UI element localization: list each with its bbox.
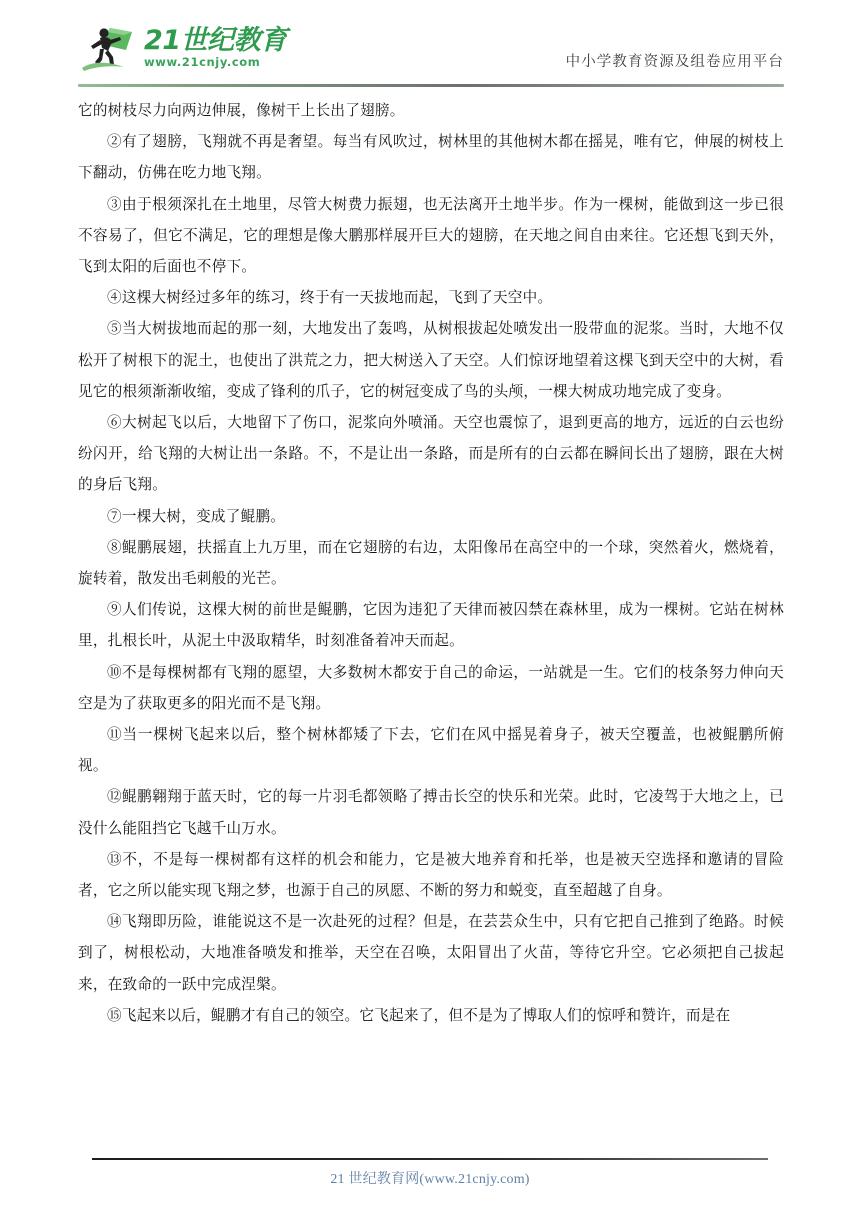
- article-body: [78, 96, 784, 1032]
- article-paragraph: ②有了翅膀，飞翔就不再是奢望。每当有风吹过，树林里的其他树木都在摇晃，唯有它，伸展的树枝上下翻动，仿佛在吃力地飞翔。: [78, 134, 784, 182]
- article-paragraph: ⑨人们传说，这棵大树的前世是鲲鹏，它因为违犯了天律而被囚禁在森林里，成为一棵树。它站在树林里，扎根长叶，从泥土中汲取精华，时刻准备着冲天而起。: [78, 602, 784, 650]
- article-paragraph: ⑭飞翔即历险，谁能说这不是一次赴死的过程？但是，在芸芸众生中，只有它把自己推到了绝路。时候到了，树根松动，大地准备喷发和推举，天空在召唤，太阳冒出了火苗，等待它升空。它必须把自己拔起来，在致命的一跃中完成涅槃。: [78, 914, 784, 993]
- article-paragraph: ③由于根须深扎在土地里，尽管大树费力振翅，也无法离开土地半步。作为一棵树，能做到这一步已很不容易了，但它不满足，它的理想是像大鹏那样展开巨大的翅膀，在天地之间自由来往。它还想飞到天外，飞到太阳的后面也不停下。: [78, 196, 784, 276]
- article-paragraph: ⑩不是每棵树都有飞翔的愿望，大多数树木都安于自己的命运，一站就是一生。它们的枝条努力伸向天空是为了获取更多的阳光而不是飞翔。: [78, 664, 784, 712]
- header-divider: [78, 84, 784, 87]
- article-paragraph: ④这棵大树经过多年的练习，终于有一天拔地而起，飞到了天空中。: [107, 290, 553, 307]
- article-paragraph: ⑧鲲鹏展翅，扶摇直上九万里，而在它翅膀的右边，太阳像吊在高空中的一个球，突然着火，燃烧着，旋转着，散发出毛刺般的光芒。: [78, 539, 784, 588]
- article-paragraph: 它的树枝尽力向两边伸展，像树干上长出了翅膀。: [78, 103, 405, 119]
- logo-brand-text: 21世纪教育: [144, 25, 287, 56]
- article-paragraph: ⑦一棵大树，变成了鲲鹏。: [107, 508, 286, 525]
- footer-credit: 21 世纪教育网(www.21cnjy.com): [330, 1172, 530, 1187]
- header-tagline: 中小学教育资源及组卷应用平台: [565, 54, 784, 70]
- page-header: [78, 22, 784, 84]
- running-person-with-book-icon: [80, 24, 142, 72]
- logo-url-text: www.21cnjy.com: [144, 55, 261, 69]
- article-paragraph: ⑫鲲鹏翱翔于蓝天时，它的每一片羽毛都领略了搏击长空的快乐和光荣。此时，它凌驾于大地之上，已没什么能阻挡它飞越千山万水。: [78, 789, 784, 837]
- footer-divider: [92, 1158, 768, 1160]
- article-paragraph: ⑥大树起飞以后，大地留下了伤口，泥浆向外喷涌。天空也震惊了，退到更高的地方，远近的白云也纷纷闪开，给飞翔的大树让出一条路。不，不是让出一条路，而是所有的白云都在瞬间长出了翅膀，跟在大树的身后飞翔。: [78, 415, 784, 494]
- article-paragraph: ⑬不，不是每一棵树都有这样的机会和能力，它是被大地养育和托举，也是被天空选择和邀请的冒险者，它之所以能实现飞翔之梦，也源于自己的夙愿、不断的努力和蜕变，直至超越了自身。: [78, 851, 784, 900]
- article-paragraph: ⑤当大树拔地而起的那一刻，大地发出了轰鸣，从树根拔起处喷发出一股带血的泥浆。当时，大地不仅松开了树根下的泥土，也使出了洪荒之力，把大树送入了天空。人们惊讶地望着这棵飞到天空中的大树，看见它的根须渐渐收缩，变成了锋利的爪子，它的树冠变成了鸟的头颅，一棵大树成功地完成了变身。: [78, 321, 784, 400]
- logo-text-group: [144, 26, 324, 69]
- article-paragraph: ⑮飞起来以后，鲲鹏才有自己的领空。它飞起来了，但不是为了博取人们的惊呼和赞许，而是在: [107, 1007, 731, 1024]
- site-logo: [78, 24, 328, 80]
- article-paragraph: ⑪当一棵树飞起来以后，整个树林都矮了下去，它们在风中摇晃着身子，被天空覆盖，也被鲲鹏所俯视。: [78, 727, 784, 775]
